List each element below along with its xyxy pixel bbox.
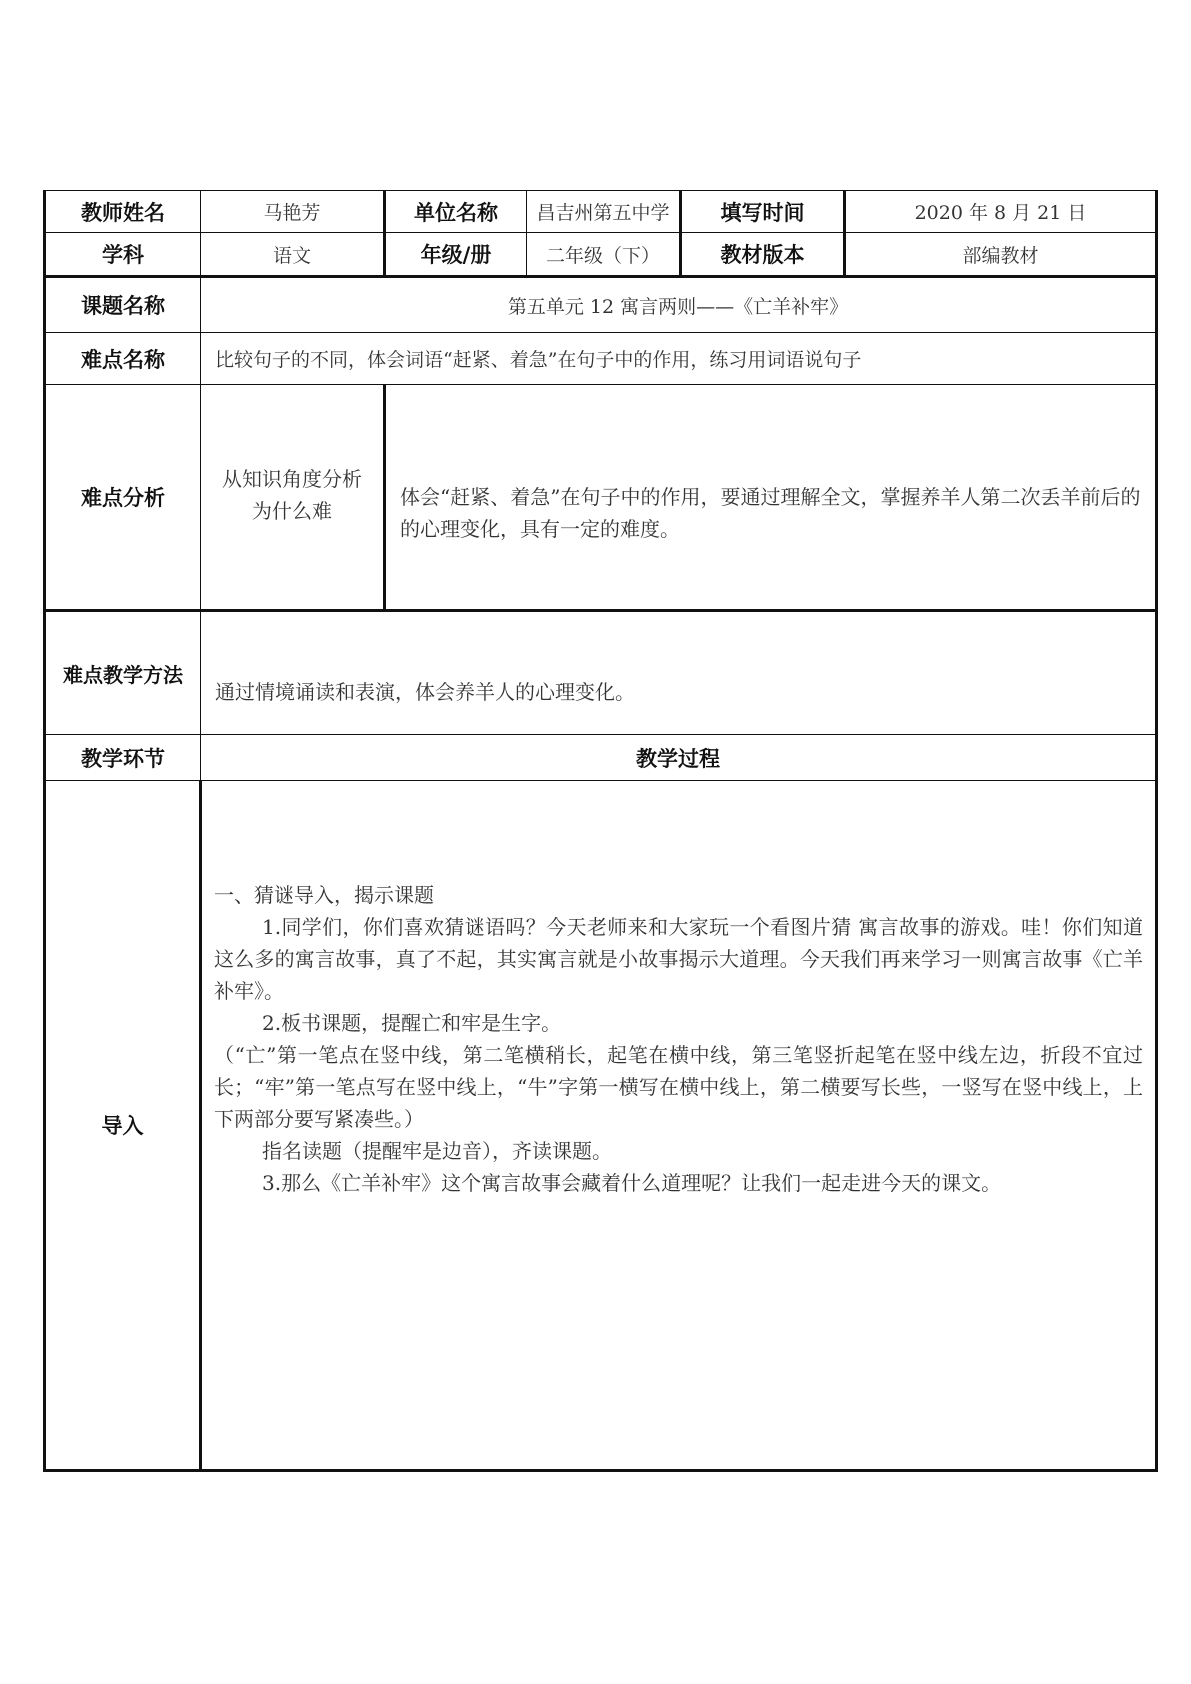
teacher-label: 教师姓名 (45, 191, 201, 233)
topic-row (45, 277, 1157, 333)
topic-label: 课题名称 (45, 277, 201, 333)
analysis-value: 体会“赶紧、着急”在句子中的作用，要通过理解全文，掌握养羊人第二次丢羊前后的的心理变化，具有一定的难度。 (400, 485, 1141, 541)
difficulty-label: 难点名称 (45, 333, 201, 385)
intro-row (45, 781, 1157, 1471)
intro-heading: 一、猜谜导入，揭示课题 (214, 883, 434, 907)
header-row-2 (45, 233, 1157, 277)
grade-label: 年级/册 (385, 233, 527, 277)
topic-value: 第五单元 12 寓言两则——《亡羊补牢》 (201, 277, 1157, 333)
difficulty-row (45, 333, 1157, 385)
edition-label: 教材版本 (681, 233, 845, 277)
lesson-plan-table (43, 190, 1158, 1472)
method-value: 通过情境诵读和表演，体会养羊人的心理变化。 (215, 680, 635, 704)
analysis-label: 难点分析 (45, 385, 201, 611)
intro-step-1: 1.同学们，你们喜欢猜谜语吗？今天老师来和大家玩一个看图片猜 寓言故事的游戏。哇！你们知道这么多的寓言故事，真了不起，其实寓言就是小故事揭示大道理。今天我们再来学习一则寓言故事《亡羊补牢》。 (214, 915, 1143, 1003)
unit-value: 昌吉州第五中学 (527, 191, 681, 233)
difficulty-value: 比较句子的不同，体会词语“赶紧、着急”在句子中的作用，练习用词语说句子 (201, 333, 1157, 385)
intro-step-3: 3.那么《亡羊补牢》这个寓言故事会藏着什么道理呢？让我们一起走进今天的课文。 (262, 1171, 1002, 1195)
method-row (45, 611, 1157, 735)
analysis-row (45, 385, 1157, 611)
intro-writing-note: （“亡”第一笔点在竖中线，第二笔横稍长，起笔在横中线，第三笔竖折起笔在竖中线左边，折段不宜过长；“牢”第一笔点写在竖中线上，“牛”字第一横写在横中线上，第二横要写长些，一竖写在竖中线上，上下两部分要写紧凑些。） (214, 1043, 1143, 1131)
process-header-row (45, 735, 1157, 781)
stage-header: 教学环节 (45, 735, 201, 781)
analysis-sub-label: 从知识角度分析为什么难 (222, 467, 362, 523)
teacher-value: 马艳芳 (201, 191, 385, 233)
intro-content-cell (201, 781, 1157, 1471)
intro-reading-note: 指名读题（提醒牢是边音），齐读课题。 (262, 1139, 612, 1163)
unit-label: 单位名称 (385, 191, 527, 233)
method-label: 难点教学方法 (45, 611, 201, 735)
intro-stage: 导入 (45, 781, 201, 1471)
edition-value: 部编教材 (845, 233, 1157, 277)
date-label: 填写时间 (681, 191, 845, 233)
subject-value: 语文 (201, 233, 385, 277)
analysis-sub-cell (201, 385, 385, 611)
method-value-cell (201, 611, 1157, 735)
subject-label: 学科 (45, 233, 201, 277)
grade-value: 二年级（下） (527, 233, 681, 277)
header-row-1 (45, 191, 1157, 233)
analysis-value-cell (385, 385, 1157, 611)
intro-step-2: 2.板书课题，提醒亡和牢是生字。 (262, 1011, 562, 1035)
date-value: 2020 年 8 月 21 日 (845, 191, 1157, 233)
process-header: 教学过程 (201, 735, 1157, 781)
intro-content (202, 879, 1155, 1199)
